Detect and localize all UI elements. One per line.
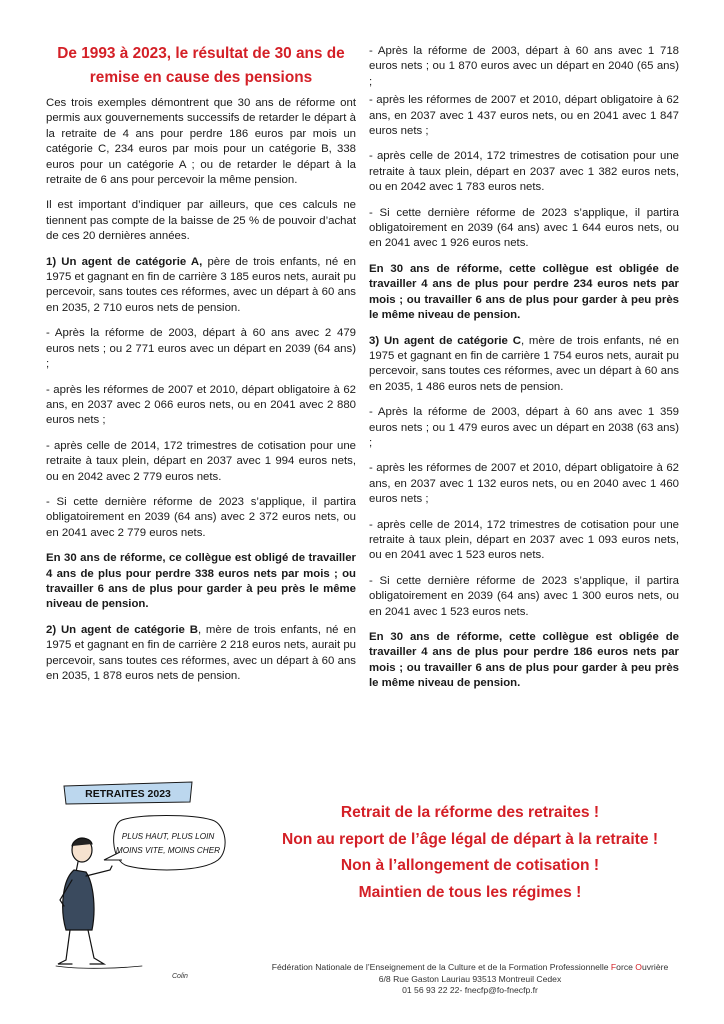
category-b-paragraph [46, 623, 356, 685]
category-c-conclusion: En 30 ans de réforme, cette collègue est obligée de travailler 4 ans de plus pour perdre 186 euros nets par mois ; ou travailler 6 ans de plus pour garder à peu près le même niveau de pension. [369, 631, 679, 690]
category-b-point-1: - Après la réforme de 2003, départ à 60 ans avec 1 718 euros nets ; ou 1 870 euros avec un départ en 2040 (65 ans) ; [369, 45, 679, 88]
page-title [46, 42, 356, 90]
category-b-point-4: - Si cette dernière réforme de 2023 s’applique, il partira obligatoirement en 2039 (64 ans) avec 1 644 euros nets, ou en 2041 avec 1 926 euros nets. [369, 206, 679, 250]
category-c-point-1: - Après la réforme de 2003, départ à 60 ans avec 1 359 euros nets ; ou 1 479 euros avec un départ en 2038 (63 ans) ; [369, 406, 679, 449]
category-a-conclusion: En 30 ans de réforme, ce collègue est obligé de travailler 4 ans de plus pour perdre 338 euros nets par mois ; ou travailler 6 ans de plus pour garder à peu près le même niveau de pension. [46, 552, 356, 611]
category-c-heading: 3) Un agent de catégorie C [369, 334, 521, 347]
fo-letter-f: F [610, 962, 617, 972]
category-a-paragraph [46, 255, 356, 317]
footer-org-name: Fédération Nationale de l’Enseignement de la Culture et de la Formation Professionnelle [271, 962, 611, 972]
slogans-block [240, 800, 700, 906]
footer-contact: 01 56 93 22 22- fnecfp@fo-fnecfp.fr [402, 985, 538, 995]
slogan-3: Non à l’allongement de cotisation ! [340, 857, 600, 874]
title-line-1: De 1993 à 2023, le résultat de 30 ans de [57, 45, 345, 62]
category-c-point-4: - Si cette dernière réforme de 2023 s’applique, il partira obligatoirement en 2039 (64 ans) avec 1 300 euros nets, ou en 2041 avec 1 523 euros nets. [369, 574, 679, 618]
category-b-point-3: - après celle de 2014, 172 trimestres de cotisation pour une retraite à taux plein, départ en 2037 avec 1 382 euros nets, ou en 2042 avec 1 783 euros nets. [369, 150, 679, 194]
footer-line-1 [240, 962, 700, 974]
cartoon-illustration [52, 780, 232, 980]
category-c-text: , mère de trois enfants, né en 1975 et gagnant en fin de carrière 1 754 euros nets, aurait pu percevoir, sans toutes ces réformes, avec un départ à 60 ans en 2035, 1 486 euros nets de pension. [369, 334, 679, 393]
left-column [46, 42, 356, 694]
banner-ribbon [64, 782, 192, 804]
category-c-point-2: - après les réformes de 2007 et 2010, départ obligatoire à 62 ans, en 2037 avec 1 132 euros nets, ou en 2040 avec 1 460 euros nets ; [369, 462, 679, 506]
cartoon-signature: Colin [172, 973, 188, 980]
banner-text: RETRAITES 2023 [85, 788, 171, 800]
category-a-point-4: - Si cette dernière réforme de 2023 s’applique, il partira obligatoirement en 2039 (64 ans) avec 2 372 euros nets, ou en 2041 avec 2 779 euros nets. [46, 495, 356, 539]
fo-word-orce: orce [616, 962, 636, 972]
slogan-2: Non au report de l’âge légal de départ à la retraite ! [281, 830, 659, 848]
footer [240, 962, 700, 997]
right-column [369, 44, 679, 702]
category-c-point-3: - après celle de 2014, 172 trimestres de cotisation pour une retraite à taux plein, départ en 2037 avec 1 093 euros nets, ou en 2041 avec 1 523 euros nets. [369, 518, 679, 562]
category-a-point-2: - après les réformes de 2007 et 2010, départ obligatoire à 62 ans, en 2037 avec 2 066 euros nets, ou en 2041 avec 2 880 euros nets ; [46, 383, 356, 427]
bubble-line-2: MOINS VITE, MOINS CHER [115, 846, 221, 855]
footer-address: 6/8 Rue Gaston Lauriau 93513 Montreuil Cedex [378, 973, 562, 984]
category-b-heading: 2) Un agent de catégorie B [46, 623, 198, 636]
category-b-point-2: - après les réformes de 2007 et 2010, départ obligatoire à 62 ans, en 2037 avec 1 437 euros nets, ou en 2041 avec 1 847 euros nets ; [369, 94, 679, 138]
category-b-text: , mère de trois enfants, né en 1975 et gagnant en fin de carrière 2 218 euros nets, aurait pu percevoir, sans toutes ces réformes, avec un départ à 60 ans en 2035, 1 878 euros nets de pension. [46, 623, 356, 682]
category-c-paragraph [369, 334, 679, 396]
intro-paragraph-1: Ces trois exemples démontrent que 30 ans de réforme ont permis aux gouvernements successifs de retarder le départ à la retraite de 4 ans pour perdre 186 euros par mois un catégorie C, 234 euros par mois pour un catégorie B, 338 euros pour un catégorie A ; ou de retarder le départ à la retraite de 6 ans pour percevoir la même pension. [46, 97, 356, 187]
category-b-conclusion: En 30 ans de réforme, cette collègue est obligée de travailler 4 ans de plus pour perdre 234 euros nets par mois ; ou travailler 6 ans de plus pour garder à peu près le même niveau de pension. [369, 262, 679, 322]
fo-letter-o: O [635, 962, 642, 972]
bubble-line-1: PLUS HAUT, PLUS LOIN [121, 832, 215, 841]
intro-paragraph-2: Il est important d’indiquer par ailleurs, que ces calculs ne tiennent pas compte de la baisse de 25 % de pouvoir d’achat de ces 20 dernières années. [46, 199, 356, 243]
category-a-heading: 1) Un agent de catégorie A, [46, 255, 203, 268]
speech-bubble [104, 816, 225, 870]
fo-word-uvriere: uvrière [641, 962, 669, 972]
title-line-2: remise en cause des pensions [89, 69, 313, 86]
category-a-point-3: - après celle de 2014, 172 trimestres de cotisation pour une retraite à taux plein, départ en 2037 avec 1 994 euros nets, ou en 2042 avec 2 779 euros nets. [46, 439, 356, 483]
slogan-4: Maintien de tous les régimes ! [358, 883, 582, 901]
slogan-1: Retrait de la réforme des retraites ! [340, 804, 600, 821]
category-a-point-1: - Après la réforme de 2003, départ à 60 ans avec 2 479 euros nets ; ou 2 771 euros avec un départ en 2039 (64 ans) ; [46, 327, 356, 371]
category-a-text: père de trois enfants, né en 1975 et gagnant en fin de carrière 3 185 euros nets, aurait pu percevoir, sans toutes ces réformes, avec un départ à 60 ans en 2035, 2 710 euros nets de pension. [46, 255, 357, 314]
